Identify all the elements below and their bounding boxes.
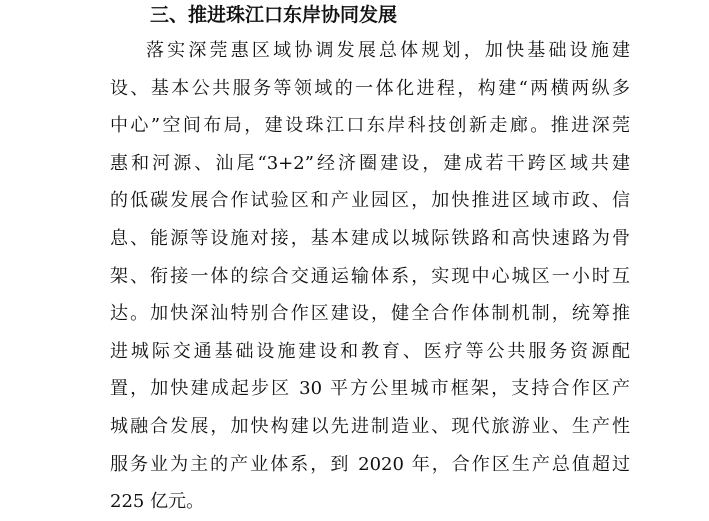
paragraph-line: 惠和河源、汕尾“3+2”经济圈建设，建成若干跨区域共建 [110,152,630,174]
section-heading: 三、推进珠江口东岸协同发展 [150,4,398,26]
paragraph-line: 置，加快建成起步区 30 平方公里城市框架，支持合作区产 [110,378,630,400]
paragraph-line: 的低碳发展合作试验区和产业园区，加快推进区域市政、信 [110,190,630,212]
paragraph-line: 架、衔接一体的综合交通运输体系，实现中心城区一小时互 [110,265,630,287]
paragraph-line: 服务业为主的产业体系，到 2020 年，合作区生产总值超过 [110,453,630,475]
paragraph-line: 落实深莞惠区域协调发展总体规划，加快基础设施建 [146,40,630,61]
paragraph-line: 息、能源等设施对接，基本建成以城际铁路和高快速路为骨 [110,227,630,249]
paragraph-line: 225 亿元。 [110,491,205,513]
paragraph-line: 中心”空间布局，建设珠江口东岸科技创新走廊。推进深莞 [110,115,630,137]
body-paragraph [110,32,630,521]
paragraph-line: 设、基本公共服务等领域的一体化进程，构建“两横两纵多 [110,77,630,99]
paragraph-line: 进城际交通基础设施建设和教育、医疗等公共服务资源配 [110,340,630,362]
paragraph-line: 达。加快深汕特别合作区建设，健全合作体制机制，统筹推 [110,303,630,325]
paragraph-line: 城融合发展，加快构建以先进制造业、现代旅游业、生产性 [110,415,630,437]
